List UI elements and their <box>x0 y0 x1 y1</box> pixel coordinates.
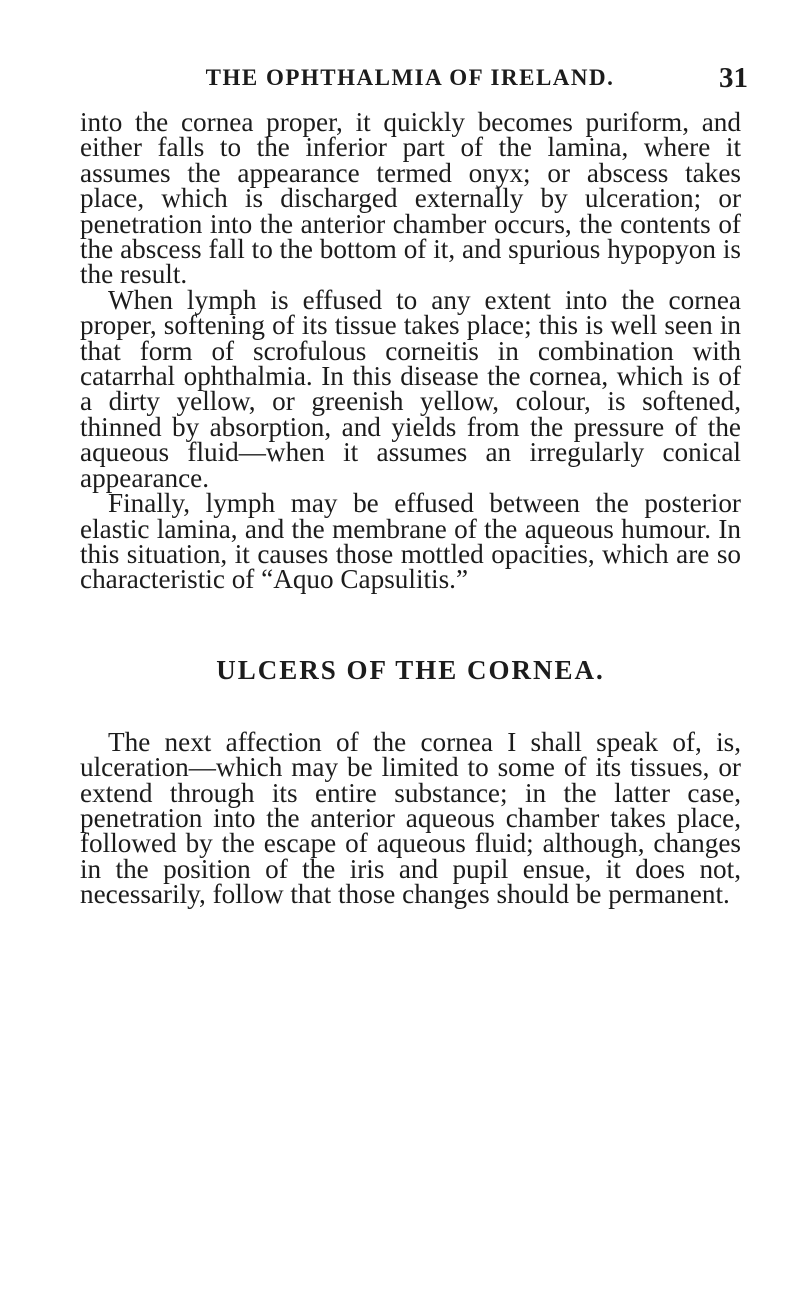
page-number: 31 <box>719 62 748 94</box>
running-title: THE OPHTHALMIA OF IRELAND. <box>205 65 615 90</box>
running-header <box>72 58 748 98</box>
paragraph-posterior-lamina: Finally, lymph may be effused between the posterior elastic lamina, and the membrane of the aqueous humour. In this situation, it causes those mottled opacities, which are so characteristic of “Aquo Capsulitis.” <box>80 488 741 595</box>
section-heading: ULCERS OF THE CORNEA. <box>216 654 605 685</box>
body-text <box>80 107 741 910</box>
paragraph-continuation: into the cornea proper, it quickly becomes puriform, and either falls to the inferior part of the lamina, where it assumes the appearance termed onyx; or abscess takes place, which is discharged externally by ulceration; or penetration into the anterior chamber occurs, the contents of the abscess fall to the bottom of it, and spurious hypopyon is the result. <box>80 107 741 290</box>
paragraph-ulceration: The next affection of the cornea I shall speak of, is, ulceration—which may be limited to some of its tissues, or extend through its entire substance; in the latter case, penetration into the anterior aqueous chamber takes place, followed by the escape of aqueous fluid; although, changes in the position of the iris and pupil ensue, it does not, necessarily, follow that those changes should be permanent. <box>80 726 741 910</box>
paragraph-lymph-effusion: When lymph is effused to any extent into the cornea proper, softening of its tissue takes place; this is well seen in that form of scrofulous corneitis in combination with catarrhal ophthalmia. In this disease the cornea, which is of a dirty yellow, or greenish yellow, colour, is softened, thinned by absorption, and yields from the pressure of the aqueous fluid—when it assumes an irregularly conical appearance. <box>80 284 741 493</box>
